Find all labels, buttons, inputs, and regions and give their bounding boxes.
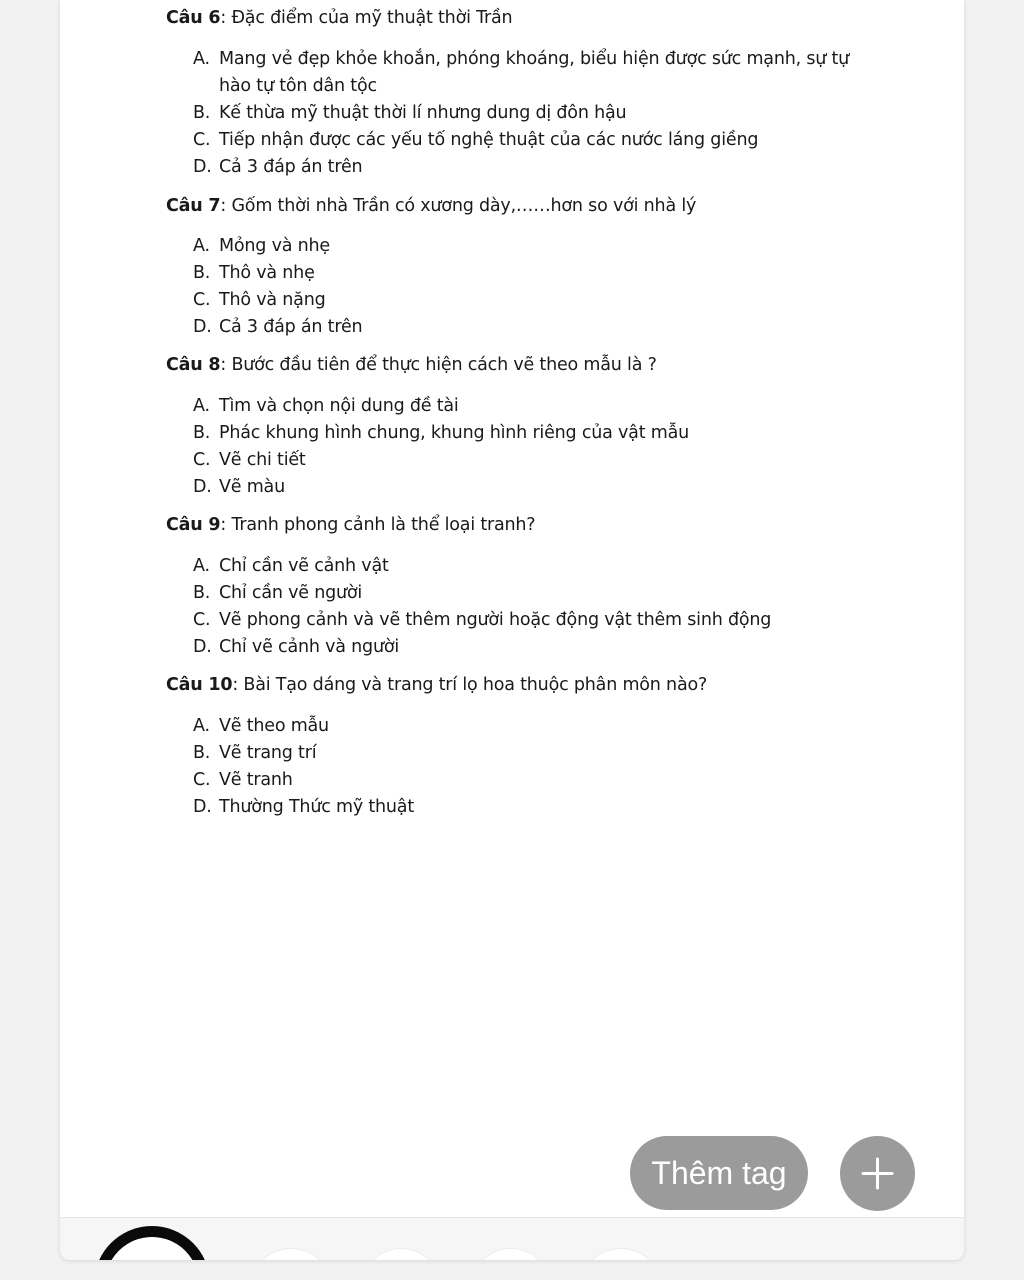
- tool-slot[interactable]: [580, 1248, 662, 1260]
- question-label: Câu 10: [166, 675, 233, 695]
- answer-7d: [193, 314, 853, 341]
- question-label: Câu 7: [166, 196, 221, 216]
- bottom-toolbar: [60, 1217, 964, 1260]
- answer-7a: [193, 233, 853, 260]
- answer-6c: [193, 127, 853, 154]
- answer-letter: C.: [193, 450, 211, 470]
- answer-7c: [193, 287, 853, 314]
- answer-letter: A.: [193, 396, 210, 416]
- question-label: Câu 9: [166, 515, 221, 535]
- plus-icon: [861, 1157, 894, 1190]
- answer-9c: [193, 607, 853, 634]
- answer-text: Vẽ phong cảnh và vẽ thêm người hoặc động vật thêm sinh động: [219, 610, 772, 630]
- question-label: Câu 6: [166, 8, 221, 28]
- answer-text: Thường Thức mỹ thuật: [219, 797, 414, 817]
- answer-9a: [193, 553, 853, 580]
- answer-letter: A.: [193, 556, 210, 576]
- answer-text: Cả 3 đáp án trên: [219, 317, 363, 337]
- answer-10a: [193, 713, 853, 740]
- answer-text: Mỏng và nhẹ: [219, 236, 330, 256]
- answer-text: Thô và nặng: [219, 290, 326, 310]
- answer-letter: B.: [193, 103, 211, 123]
- selected-tool-ring[interactable]: [94, 1226, 210, 1260]
- answer-8b: [193, 420, 853, 447]
- answer-letter: D.: [193, 317, 212, 337]
- answer-letter: D.: [193, 797, 212, 817]
- answer-text: Thô và nhẹ: [219, 263, 315, 283]
- question-8: [166, 355, 657, 375]
- answer-7b: [193, 260, 853, 287]
- question-label: Câu 8: [166, 355, 221, 375]
- answer-letter: B.: [193, 263, 211, 283]
- add-button[interactable]: [840, 1136, 915, 1211]
- answer-letter: C.: [193, 130, 211, 150]
- answer-letter: B.: [193, 583, 211, 603]
- question-text: : Bài Tạo dáng và trang trí lọ hoa thuộc phân môn nào?: [232, 675, 708, 695]
- answer-text: Vẽ trang trí: [219, 743, 317, 763]
- tool-slot[interactable]: [360, 1248, 442, 1260]
- answer-10d: [193, 794, 853, 821]
- answer-letter: C.: [193, 770, 211, 790]
- answer-letter: C.: [193, 290, 211, 310]
- answer-letter: D.: [193, 637, 212, 657]
- answer-text: Vẽ theo mẫu: [219, 716, 329, 736]
- answer-text: Chỉ cần vẽ cảnh vật: [219, 556, 389, 576]
- answer-letter: B.: [193, 743, 211, 763]
- add-tag-button[interactable]: Thêm tag: [630, 1136, 808, 1210]
- answer-text: Vẽ màu: [219, 477, 285, 497]
- answer-text: Tiếp nhận được các yếu tố nghệ thuật của các nước láng giềng: [219, 130, 759, 150]
- answer-6a: [193, 46, 853, 100]
- question-9: [166, 515, 535, 535]
- question-text: : Bước đầu tiên để thực hiện cách vẽ theo mẫu là ?: [220, 355, 657, 375]
- answer-9b: [193, 580, 853, 607]
- answer-letter: D.: [193, 157, 212, 177]
- answer-9d: [193, 634, 853, 661]
- question-text: : Đặc điểm của mỹ thuật thời Trần: [220, 8, 513, 28]
- answer-text: Phác khung hình chung, khung hình riêng của vật mẫu: [219, 423, 689, 443]
- answer-10b: [193, 740, 853, 767]
- question-text: : Tranh phong cảnh là thể loại tranh?: [220, 515, 536, 535]
- answer-letter: C.: [193, 610, 211, 630]
- answer-text: Vẽ chi tiết: [219, 450, 306, 470]
- answer-8d: [193, 474, 853, 501]
- answer-10c: [193, 767, 853, 794]
- answer-letter: D.: [193, 477, 212, 497]
- answer-text: Vẽ tranh: [219, 770, 293, 790]
- answer-text: Kế thừa mỹ thuật thời lí nhưng dung dị đôn hậu: [219, 103, 627, 123]
- answer-letter: A.: [193, 49, 210, 69]
- answer-letter: A.: [193, 236, 210, 256]
- answer-6d: [193, 154, 853, 181]
- answer-6b: [193, 100, 853, 127]
- answer-text: Tìm và chọn nội dung đề tài: [219, 396, 459, 416]
- question-10: [166, 675, 707, 695]
- answer-8c: [193, 447, 853, 474]
- tool-slot[interactable]: [250, 1248, 332, 1260]
- document-page: [60, 0, 964, 1260]
- answer-text: Cả 3 đáp án trên: [219, 157, 363, 177]
- answer-letter: A.: [193, 716, 210, 736]
- answer-text: Mang vẻ đẹp khỏe khoắn, phóng khoáng, biểu hiện được sức mạnh, sự tự hào tự tôn dân tộc: [219, 49, 850, 96]
- answer-text: Chỉ cần vẽ người: [219, 583, 363, 603]
- question-7: [166, 196, 696, 216]
- question-text: : Gốm thời nhà Trần có xương dày,……hơn so với nhà lý: [220, 196, 697, 216]
- tool-slot[interactable]: [470, 1248, 552, 1260]
- answer-text: Chỉ vẽ cảnh và người: [219, 637, 400, 657]
- answer-letter: B.: [193, 423, 211, 443]
- answer-8a: [193, 393, 853, 420]
- question-6: [166, 8, 512, 28]
